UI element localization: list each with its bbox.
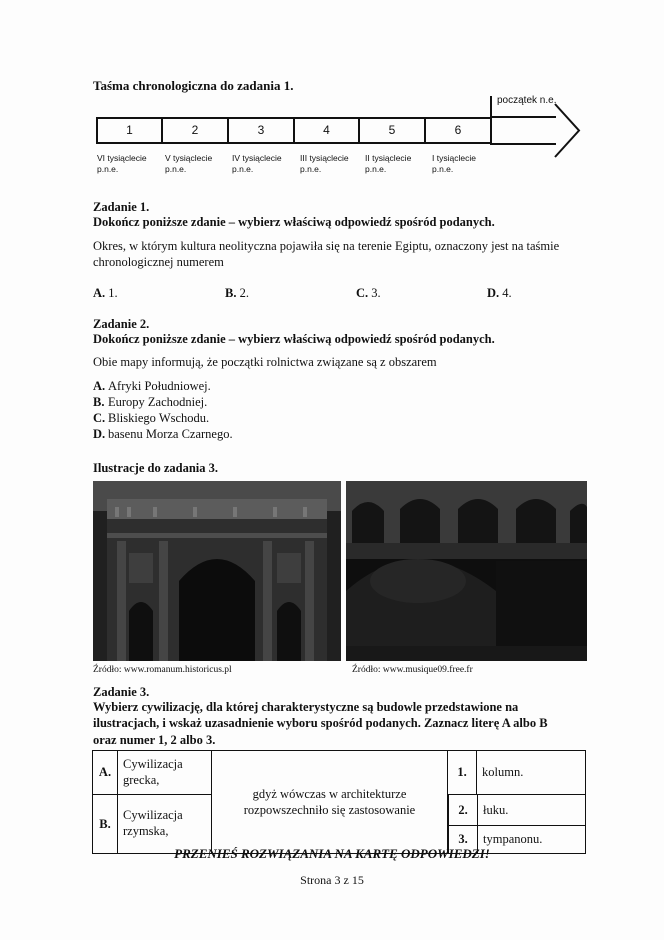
reason-1-text[interactable]: kolumn. xyxy=(477,751,586,795)
timeline-label-1: VI tysiąclecie p.n.e. xyxy=(97,153,147,175)
timeline-box-5: 5 xyxy=(358,117,426,144)
reason-2-text[interactable]: łuku. xyxy=(478,795,586,825)
page-number: Strona 3 z 15 xyxy=(300,873,364,887)
timeline-box-6: 6 xyxy=(424,117,492,144)
task1-option-d[interactable]: D. 4. xyxy=(487,286,512,300)
illustrations-heading: Ilustracje do zadania 3. xyxy=(93,461,218,475)
answer-table xyxy=(92,750,586,854)
task1-title: Zadanie 1. xyxy=(93,200,150,214)
source-caption-1: Źródło: www.romanum.historicus.pl xyxy=(93,665,232,675)
reason-3-number[interactable]: 3. xyxy=(449,825,478,853)
reason-connector: gdyż wówczas w architekturze rozpowszechniło się zastosowanie xyxy=(212,751,448,854)
task2-title: Zadanie 2. xyxy=(93,317,150,331)
row-b-civilization[interactable]: Cywilizacja rzymska, xyxy=(118,795,212,854)
task1-instruction: Dokończ poniższe zdanie – wybierz właściwą odpowiedź spośród podanych. xyxy=(93,215,495,229)
task2-instruction: Dokończ poniższe zdanie – wybierz właściwą odpowiedź spośród podanych. xyxy=(93,332,495,346)
reason-3-text[interactable]: tympanonu. xyxy=(478,825,586,853)
row-a-civilization[interactable]: Cywilizacja grecka, xyxy=(118,751,212,795)
task2-option-c[interactable]: C. Bliskiego Wschodu. xyxy=(93,411,210,425)
reasons-sub-table xyxy=(448,795,586,854)
timeline-label-4: III tysiąclecie p.n.e. xyxy=(300,153,349,175)
task2-option-d[interactable]: D. basenu Morza Czarnego. xyxy=(93,427,233,441)
task1-option-c[interactable]: C. 3. xyxy=(356,286,381,300)
source-caption-2: Źródło: www.musique09.free.fr xyxy=(352,665,473,675)
task1-option-b[interactable]: B. 2. xyxy=(225,286,249,300)
row-b-letter[interactable]: B. xyxy=(93,795,118,854)
timeline-box-2: 2 xyxy=(161,117,229,144)
task2-option-b[interactable]: B. Europy Zachodniej. xyxy=(93,395,208,409)
reason-1-number[interactable]: 1. xyxy=(448,751,477,795)
transfer-notice: PRZENIEŚ ROZWIĄZANIA NA KARTĘ ODPOWIEDZI! xyxy=(174,846,490,861)
task2-option-a[interactable]: A. Afryki Południowej. xyxy=(93,379,211,393)
aqueduct-photo xyxy=(346,481,587,661)
reason-2-number[interactable]: 2. xyxy=(449,795,478,825)
timeline-box-1: 1 xyxy=(96,117,163,144)
timeline-label-3: IV tysiąclecie p.n.e. xyxy=(232,153,282,175)
task3-instruction: Wybierz cywilizację, dla której charakterystyczne są budowle przedstawione na ilustracjach, i wskaż uzasadnienie wyboru spośród podanych. Zaznacz literę A albo B oraz numer 1, 2 albo 3. xyxy=(93,700,548,747)
timeline-label-6: I tysiąclecie p.n.e. xyxy=(432,153,476,175)
timeline-heading: Taśma chronologiczna do zadania 1. xyxy=(93,78,294,93)
task2-question: Obie mapy informują, że początki rolnictwa związane są z obszarem xyxy=(93,355,437,369)
task1-question: Okres, w którym kultura neolityczna pojawiła się na terenie Egiptu, oznaczony jest na taśmie chronologicznej numerem xyxy=(93,239,560,270)
task1-option-a[interactable]: A. 1. xyxy=(93,286,118,300)
arch-photo xyxy=(93,481,341,661)
timeline-start-label: początek n.e. xyxy=(497,95,557,106)
task3-title: Zadanie 3. xyxy=(93,685,150,699)
timeline-label-2: V tysiąclecie p.n.e. xyxy=(165,153,213,175)
timeline-box-3: 3 xyxy=(227,117,295,144)
row-a-letter[interactable]: A. xyxy=(93,751,118,795)
timeline-box-4: 4 xyxy=(293,117,360,144)
timeline-label-5: II tysiąclecie p.n.e. xyxy=(365,153,412,175)
